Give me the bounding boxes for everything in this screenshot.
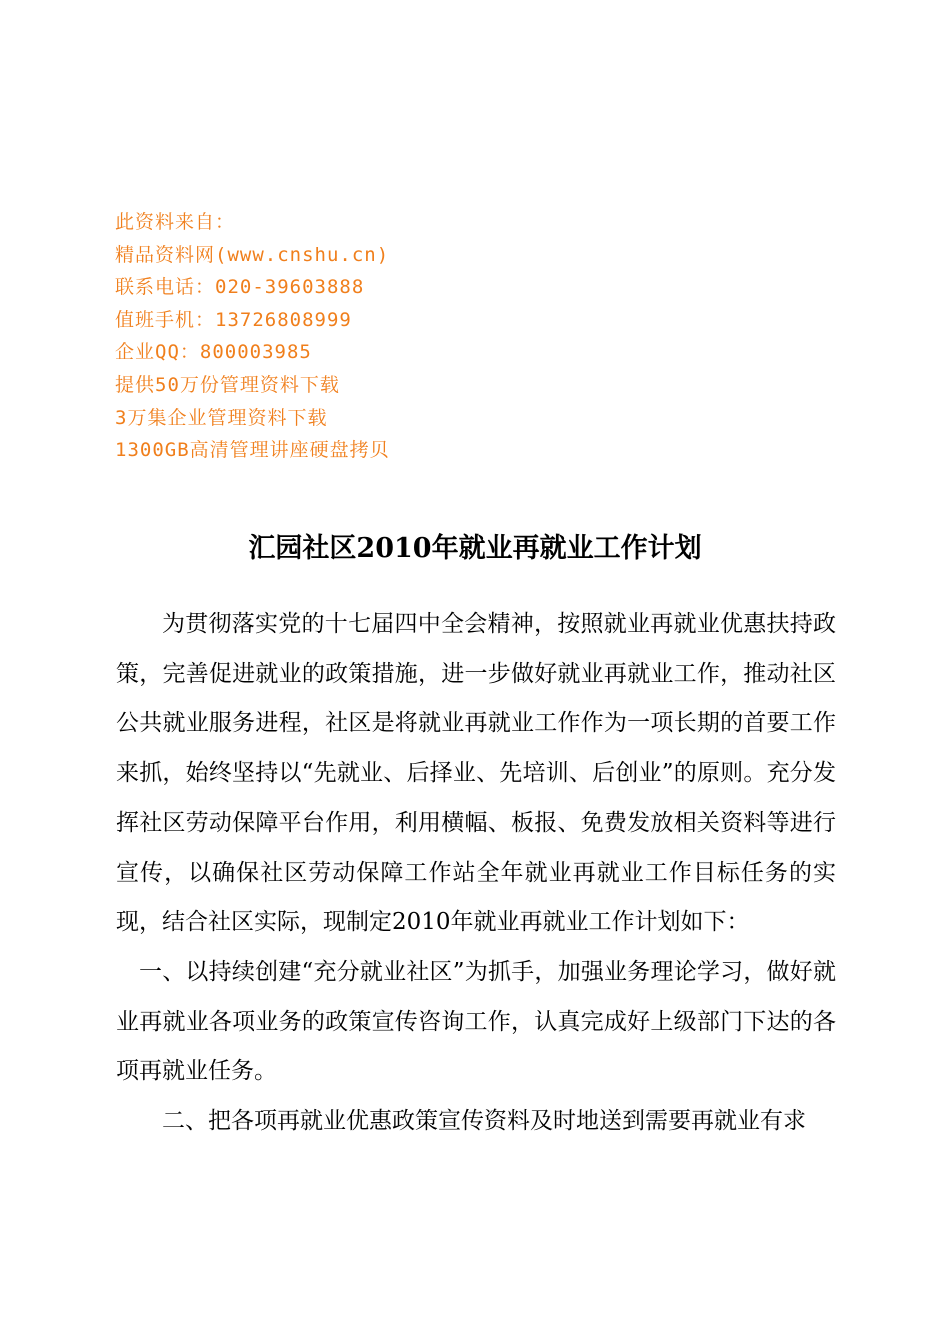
paragraph-intro: 为贯彻落实党的十七届四中全会精神，按照就业再就业优惠扶持政策，完善促进就业的政策措施，进一步做好就业再就业工作，推动社区公共就业服务进程，社区是将就业再就业工作作为一项长期的首要工作来抓，始终坚持以“先就业、后择业、先培训、后创业”的原则。充分发挥社区劳动保障平台作用，利用横幅、板报、免费发放相关资料等进行宣传，以确保社区劳动保障工作站全年就业再就业工作目标任务的实现，结合社区实际，现制定2010年就业再就业工作计划如下： <box>116 611 836 936</box>
source-notice <box>115 206 535 467</box>
source-notice-mobile: 值班手机：13726808999 <box>115 308 352 331</box>
paragraph-item-1: 一、以持续创建“充分就业社区”为抓手，加强业务理论学习，做好就业再就业各项业务的政策宣传咨询工作，认真完成好上级部门下达的各项再就业任务。 <box>116 958 836 1085</box>
source-notice-qq: 企业QQ：800003985 <box>115 341 312 364</box>
source-notice-phone: 联系电话：020-39603888 <box>115 276 365 299</box>
document-body <box>116 600 836 1147</box>
source-notice-offer-2: 3万集企业管理资料下载 <box>115 406 328 429</box>
source-notice-heading: 此资料来自： <box>115 211 236 233</box>
source-notice-website: 精品资料网(www.cnshu.cn) <box>115 243 390 266</box>
document-title: 汇园社区2010年就业再就业工作计划 <box>248 533 702 564</box>
source-notice-offer-3: 1300GB高清管理讲座硬盘拷贝 <box>115 439 390 462</box>
paragraph-item-2: 二、把各项再就业优惠政策宣传资料及时地送到需要再就业有求 <box>162 1108 806 1135</box>
source-notice-offer-1: 提供50万份管理资料下载 <box>115 373 340 396</box>
